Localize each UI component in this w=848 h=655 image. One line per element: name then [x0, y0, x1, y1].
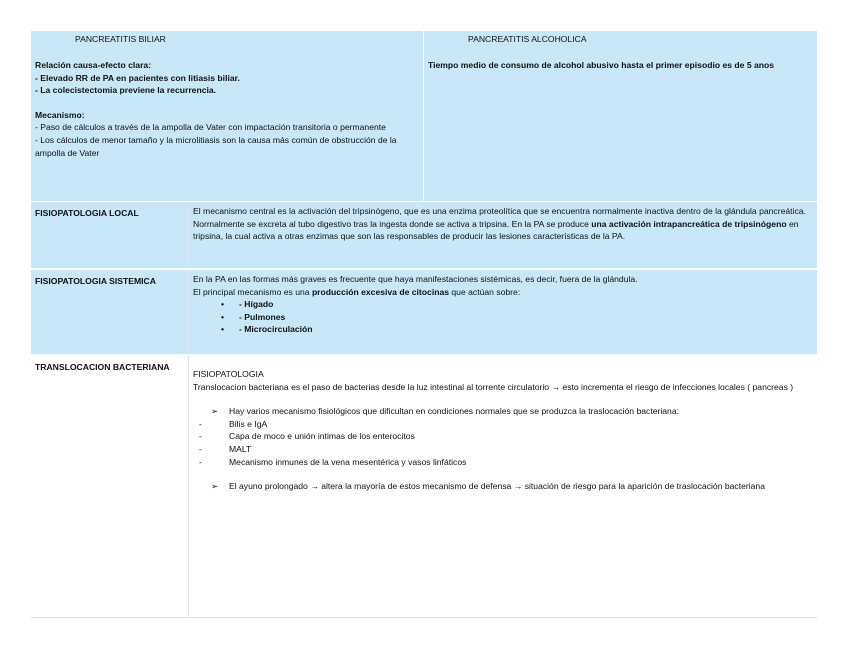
alcoholica-cell: [424, 31, 817, 201]
arrow-bullet-icon: ➢: [211, 406, 219, 417]
organ-list: [193, 298, 813, 336]
sistemica-row: [31, 270, 817, 356]
local-text-1: El mecanismo central es la activación del tripsinógeno, que es una enzima proteolítica que se encuentra normalmente inactiva dentro de la glándula pancreática. Normalmente se excreta al tubo digestivo tras la ingesta donde se activa a tripsina. En la PA se produce: [193, 206, 806, 229]
sistemica-label: FISIOPATOLOGIA SISTEMICA: [31, 270, 189, 354]
etiology-row: [31, 31, 817, 202]
sistemica-content: [189, 270, 817, 354]
local-text-bold: una activación intrapancreática de tripsinógeno: [591, 218, 787, 229]
list-item: - Mecanismo inmunes de la vena mesentérica y vasos linfáticos: [193, 456, 813, 469]
list-item: • - Pulmones: [221, 311, 813, 324]
mecanismo-item: - Los cálculos de menor tamaño y la microlitiasis son la causa más común de obstrucción de la ampolla de Vater: [35, 134, 397, 158]
mecanismo-item: - Paso de cálculos a través de la ampolla de Vater con impactación transitoria o permanente: [35, 122, 386, 133]
list-item: - Capa de moco e unión intimas de los enterocitos: [193, 430, 813, 443]
alcoholica-header: PANCREATITIS ALCOHOLICA: [468, 34, 587, 44]
alcoholica-text: Tiempo medio de consumo de alcohol abusivo hasta el primer episodio es de 5 anos: [428, 60, 775, 70]
arrow-item: [193, 480, 813, 493]
list-item: - Bilis e IgA: [193, 418, 813, 431]
translocacion-content: [189, 356, 817, 617]
sistemica-line1: En la PA en las formas más graves es frecuente que haya manifestaciones sistémicas, es decir, fuera de la glándula.: [193, 274, 638, 284]
arrow-bullet-icon: ➢: [211, 481, 219, 492]
mecanismo-title: Mecanismo:: [35, 109, 85, 120]
arrow-text: El ayuno prolongado → altera la mayoría de estos mecanismo de defensa → situación de riesgo para la aparición de traslocación bacteriana: [229, 481, 765, 492]
translocacion-label: TRANSLOCACION BACTERIANA: [31, 356, 189, 617]
list-item: • - Hígado: [221, 298, 813, 311]
local-label: FISIOPATOLOGIA LOCAL: [31, 202, 189, 268]
local-row: [31, 202, 817, 270]
relacion-item: - Elevado RR de PA en pacientes con litiasis biliar.: [35, 72, 240, 83]
biliar-cell: [31, 31, 424, 201]
biliar-header: PANCREATITIS BILIAR: [75, 34, 166, 44]
list-item: • - Microcirculación: [221, 323, 813, 336]
arrow-item: [193, 405, 813, 418]
translocacion-row: [31, 356, 817, 618]
sistemica-line2-bold: producción excesiva de citocinas: [311, 286, 450, 297]
translocacion-subtitle: FISIOPATOLOGIA: [193, 369, 264, 379]
local-text-2: en tripsina, la cual activa a otras enzimas que son las responsables de producir las lesiones características de la PA.: [193, 218, 799, 242]
relacion-title: Relación causa-efecto clara:: [35, 60, 152, 70]
translocacion-intro: Translocacion bacteriana es el paso de bacterias desde la luz intestinal al torrente circulatorio → esto incrementa el riesgo de infecciones locales ( pancreas ): [193, 381, 794, 392]
relacion-item: - La colecistectomia previene la recurrencia.: [35, 85, 217, 96]
local-content: [189, 202, 817, 268]
sistemica-line2-post: que actúan sobre:: [449, 286, 521, 297]
arrow-text: Hay varios mecanismo fisiológicos que dificultan en condiciones normales que se produzca la traslocación bacteriana:: [229, 406, 679, 417]
defense-list: [193, 418, 813, 468]
list-item: - MALT: [193, 443, 813, 456]
sistemica-line2-pre: El principal mecanismo es una: [193, 286, 312, 297]
document-table: [31, 31, 817, 618]
